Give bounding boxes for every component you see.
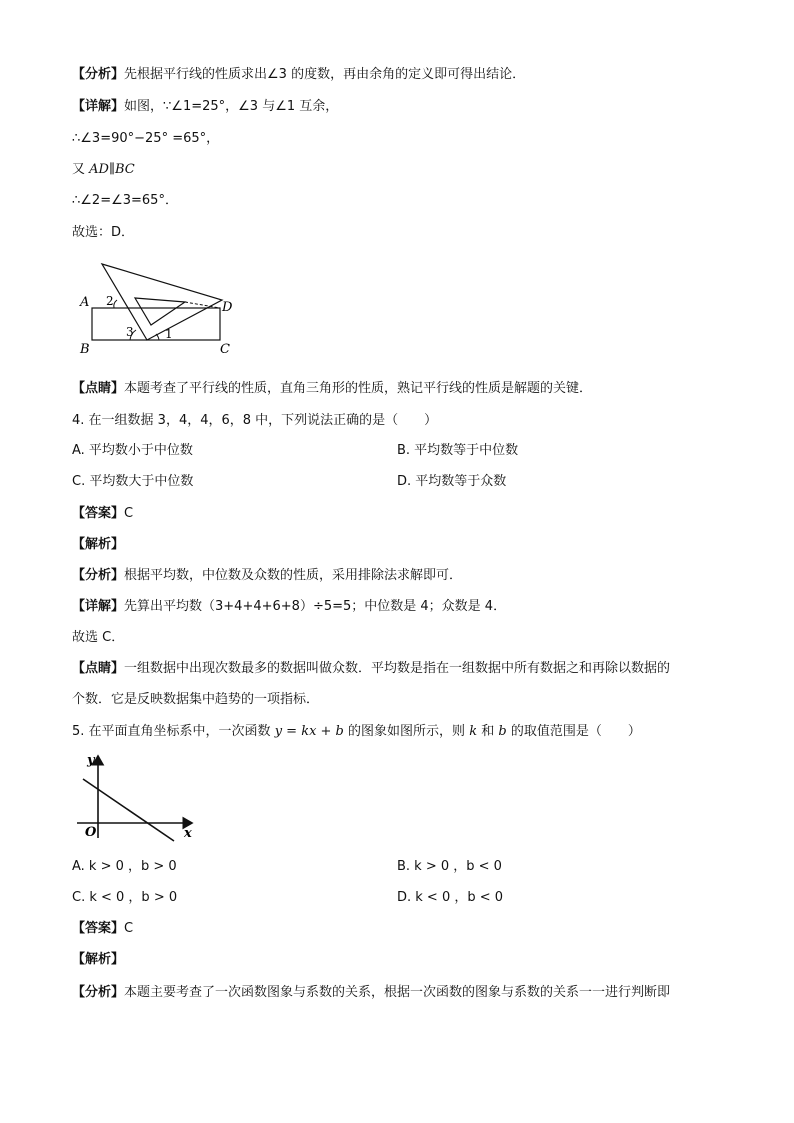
q4-stem: 4. 在一组数据 3，4，4，6，8 中，下列说法正确的是（ ） [72,413,438,428]
analysis-tag: 【分析】 [72,985,125,1000]
detail-tag: 【详解】 [72,99,125,114]
q3-figure [70,258,240,360]
analysis-tag: 【分析】 [72,67,125,82]
answer-value: C [124,506,134,521]
q5-option-c: C. k < 0 ，b > 0 [72,890,178,905]
q5-graph [74,750,200,842]
dashed-extension [185,302,220,308]
q4-jiexi: 【解析】 [72,537,125,552]
analysis-text: 本题主要考查了一次函数图象与系数的关系，根据一次函数的图象与系数的关系一一进行判断即 [124,985,671,1000]
analysis-text: 根据平均数，中位数及众数的性质，采用排除法求解即可． [124,568,463,583]
label-b: B [80,342,90,357]
comment-tag: 【点睛】 [72,381,125,396]
q5-option-d: D. k < 0 ，b < 0 [397,890,504,905]
q5-analysis-line [72,984,670,1002]
set-square-inner [135,298,185,325]
stem-b: b [498,724,507,739]
q5-option-b: B. k > 0 ，b < 0 [397,859,502,874]
origin-label: O [85,825,97,840]
label-d: D [222,300,233,315]
y-axis-label: y [87,753,95,768]
comment-text: 本题考查了平行线的性质，直角三角形的性质，熟记平行线的性质是解题的关键． [124,381,593,396]
label-a: A [80,295,90,310]
label-3: 3 [126,325,134,339]
stem-part-a: 5. 在平面直角坐标系中，一次函数 [72,724,271,739]
set-square-outer [102,264,222,340]
comment-tag: 【点睛】 [72,661,125,676]
answer-value: C [124,921,134,936]
detail-text: 如图，∵∠1=25°，∠3 与∠1 互余， [124,99,339,114]
stem-math: y = kx + b [274,724,344,739]
label-c: C [220,342,230,357]
analysis-text: 先根据平行线的性质求出∠3 的度数，再由余角的定义即可得出结论． [124,67,526,82]
q3-step2 [72,161,135,179]
q5-jiexi: 【解析】 [72,952,125,967]
x-axis-label: x [184,826,192,841]
angle-2-arc [114,300,117,308]
detail-text: 先算出平均数（3+4+4+6+8）÷5=5；中位数是 4；众数是 4． [124,599,507,614]
comment-text: 一组数据中出现次数最多的数据叫做众数．平均数是指在一组数据中所有数据之和再除以数据的 [124,661,671,676]
q3-detail-line [72,98,338,116]
q3-comment-line [72,380,592,398]
analysis-tag: 【分析】 [72,568,125,583]
stem-part-d: 的取值范围是（ ） [510,724,641,739]
q5-option-a: A. k > 0 ，b > 0 [72,859,177,874]
q4-option-d: D. 平均数等于众数 [397,474,507,489]
stem-k: k [469,724,478,739]
answer-tag: 【答案】 [72,921,125,936]
q4-comment-line [72,660,670,678]
q4-choice: 故选 C． [72,630,125,645]
q4-analysis-line [72,567,462,585]
answer-tag: 【答案】 [72,506,125,521]
q4-comment-line-2: 个数．它是反映数据集中趋势的一项指标． [72,692,320,707]
q3-analysis-line [72,66,525,84]
step2-prefix: 又 [72,162,90,177]
q4-option-c: C. 平均数大于中位数 [72,474,194,489]
q5-answer-line [72,920,133,938]
function-line [83,779,174,841]
q3-step1: ∴∠3=90°−25° =65°， [72,131,220,146]
q4-option-a: A. 平均数小于中位数 [72,443,193,458]
q4-option-b: B. 平均数等于中位数 [397,443,519,458]
stem-part-c: 和 [481,724,495,739]
q5-stem [72,723,641,741]
step2-math: AD∥BC [89,162,135,177]
q3-choice: 故选：D． [72,225,135,240]
label-2: 2 [106,294,114,308]
stem-part-b: 的图象如图所示，则 [348,724,466,739]
label-1: 1 [165,327,173,341]
q4-answer-line [72,505,133,523]
q4-detail-line [72,598,506,616]
q3-step3: ∴∠2=∠3=65°． [72,193,178,208]
detail-tag: 【详解】 [72,599,125,614]
